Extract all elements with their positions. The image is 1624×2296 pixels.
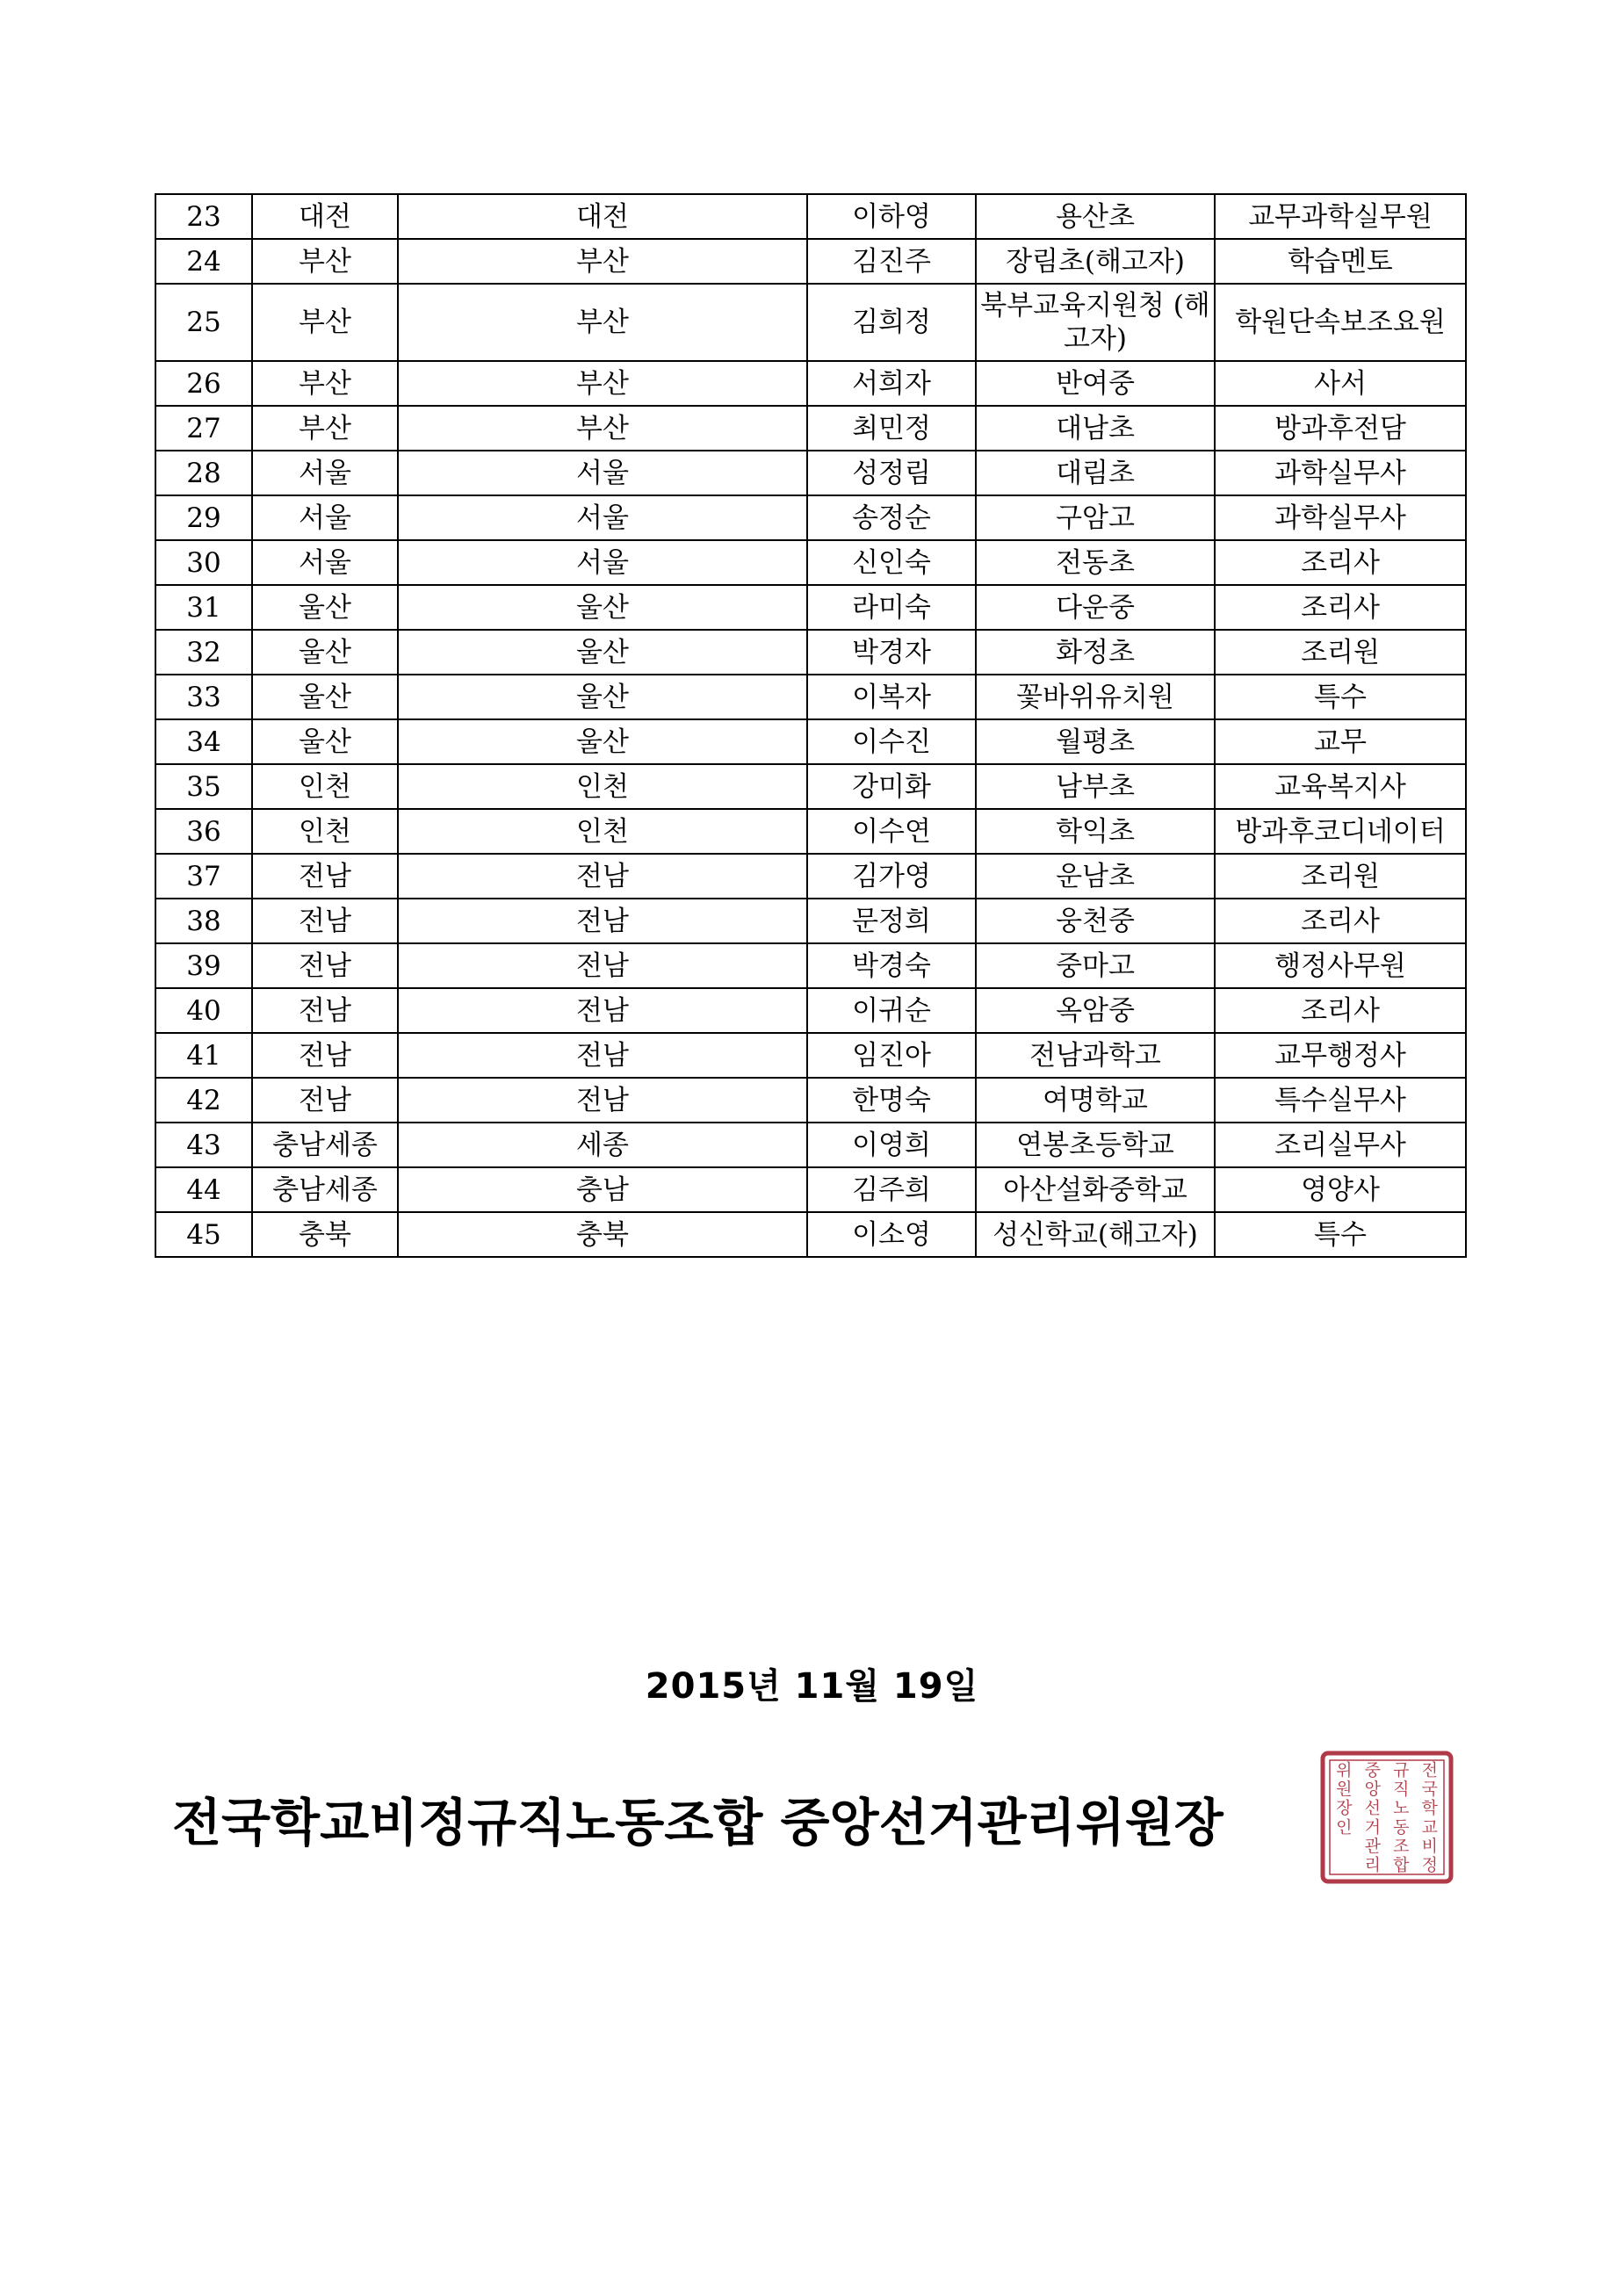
- table-row: [155, 764, 1466, 809]
- row-region: 울산: [252, 630, 398, 675]
- row-school: 연봉초등학교: [976, 1123, 1215, 1167]
- row-branch: 전남: [398, 854, 807, 899]
- table-row: [155, 675, 1466, 719]
- seal-character: 국: [1421, 1780, 1438, 1799]
- row-school: 남부초: [976, 764, 1215, 809]
- row-name: 문정희: [807, 899, 976, 943]
- row-school: 화정초: [976, 630, 1215, 675]
- row-branch: 부산: [398, 406, 807, 451]
- table-row: [155, 1033, 1466, 1078]
- row-number: 45: [155, 1212, 252, 1257]
- seal-character: 조: [1393, 1837, 1410, 1856]
- table-row: [155, 719, 1466, 764]
- row-number: 37: [155, 854, 252, 899]
- row-number: 30: [155, 540, 252, 585]
- row-branch: 전남: [398, 1078, 807, 1123]
- seal-character: 학: [1421, 1798, 1438, 1818]
- row-school: 구암고: [976, 495, 1215, 540]
- row-name: 이복자: [807, 675, 976, 719]
- row-job: 영양사: [1215, 1167, 1466, 1212]
- row-branch: 울산: [398, 585, 807, 630]
- row-branch: 인천: [398, 809, 807, 854]
- seal-character: 규: [1393, 1760, 1410, 1780]
- seal-character: 교: [1421, 1817, 1438, 1838]
- row-region: 부산: [252, 406, 398, 451]
- row-job: 교무과학실무원: [1215, 194, 1466, 239]
- official-seal: [1317, 1748, 1456, 1887]
- seal-character: 직: [1393, 1780, 1410, 1799]
- row-region: 전남: [252, 988, 398, 1033]
- row-job: 행정사무원: [1215, 943, 1466, 988]
- row-region: 전남: [252, 1078, 398, 1123]
- row-number: 35: [155, 764, 252, 809]
- row-job: 특수: [1215, 675, 1466, 719]
- row-region: 전남: [252, 899, 398, 943]
- row-school: 월평초: [976, 719, 1215, 764]
- table-row: [155, 585, 1466, 630]
- row-job: 사서: [1215, 361, 1466, 406]
- row-name: 이영희: [807, 1123, 976, 1167]
- row-branch: 대전: [398, 194, 807, 239]
- seal-character: 합: [1393, 1855, 1410, 1875]
- row-branch: 서울: [398, 495, 807, 540]
- row-job: 교무행정사: [1215, 1033, 1466, 1078]
- row-school: 아산설화중학교: [976, 1167, 1215, 1212]
- row-school: 옥암중: [976, 988, 1215, 1033]
- table-row: [155, 1212, 1466, 1257]
- seal-character: 동: [1393, 1817, 1410, 1838]
- row-region: 대전: [252, 194, 398, 239]
- row-school: 웅천중: [976, 899, 1215, 943]
- row-number: 27: [155, 406, 252, 451]
- row-number: 39: [155, 943, 252, 988]
- row-region: 서울: [252, 495, 398, 540]
- table-row: [155, 361, 1466, 406]
- row-name: 신인숙: [807, 540, 976, 585]
- row-region: 인천: [252, 809, 398, 854]
- row-number: 38: [155, 899, 252, 943]
- row-job: 과학실무사: [1215, 451, 1466, 495]
- row-number: 40: [155, 988, 252, 1033]
- row-name: 성정림: [807, 451, 976, 495]
- row-region: 서울: [252, 540, 398, 585]
- row-school: 용산초: [976, 194, 1215, 239]
- table-row: [155, 406, 1466, 451]
- row-name: 최민정: [807, 406, 976, 451]
- row-name: 박경숙: [807, 943, 976, 988]
- row-number: 32: [155, 630, 252, 675]
- row-job: 특수: [1215, 1212, 1466, 1257]
- row-region: 인천: [252, 764, 398, 809]
- row-name: 박경자: [807, 630, 976, 675]
- table-row: [155, 194, 1466, 239]
- row-number: 41: [155, 1033, 252, 1078]
- table-row: [155, 943, 1466, 988]
- row-school: 다운중: [976, 585, 1215, 630]
- row-number: 44: [155, 1167, 252, 1212]
- row-job: 조리실무사: [1215, 1123, 1466, 1167]
- row-name: 이귀순: [807, 988, 976, 1033]
- row-region: 울산: [252, 675, 398, 719]
- row-branch: 세종: [398, 1123, 807, 1167]
- row-job: 특수실무사: [1215, 1078, 1466, 1123]
- table-row: [155, 1167, 1466, 1212]
- candidate-table: [155, 193, 1467, 1258]
- table-row: [155, 451, 1466, 495]
- row-school: 반여중: [976, 361, 1215, 406]
- row-school: 꽃바위유치원: [976, 675, 1215, 719]
- seal-character: 원: [1336, 1780, 1353, 1799]
- table-row: [155, 495, 1466, 540]
- row-job: 조리사: [1215, 585, 1466, 630]
- row-number: 42: [155, 1078, 252, 1123]
- row-number: 31: [155, 585, 252, 630]
- row-number: 43: [155, 1123, 252, 1167]
- row-name: 한명숙: [807, 1078, 976, 1123]
- row-branch: 부산: [398, 284, 807, 361]
- row-branch: 전남: [398, 988, 807, 1033]
- seal-character: 중: [1364, 1760, 1381, 1780]
- seal-character: 전: [1421, 1760, 1438, 1780]
- row-job: 교육복지사: [1215, 764, 1466, 809]
- row-job: 조리사: [1215, 899, 1466, 943]
- row-region: 전남: [252, 1033, 398, 1078]
- row-branch: 울산: [398, 630, 807, 675]
- row-school: 중마고: [976, 943, 1215, 988]
- seal-character: 선: [1364, 1798, 1381, 1818]
- row-name: 김주희: [807, 1167, 976, 1212]
- seal-character: 비: [1421, 1837, 1438, 1856]
- row-number: 25: [155, 284, 252, 361]
- row-job: 조리사: [1215, 988, 1466, 1033]
- table-row: [155, 988, 1466, 1033]
- row-region: 서울: [252, 451, 398, 495]
- row-branch: 인천: [398, 764, 807, 809]
- seal-characters: [1336, 1760, 1439, 1874]
- table-body: [155, 194, 1466, 1257]
- row-region: 충남세종: [252, 1167, 398, 1212]
- row-school: 북부교육지원청 (해고자): [976, 284, 1215, 361]
- seal-character: 장: [1336, 1798, 1353, 1818]
- row-number: 23: [155, 194, 252, 239]
- row-school: 학익초: [976, 809, 1215, 854]
- row-job: 방과후코디네이터: [1215, 809, 1466, 854]
- row-branch: 충남: [398, 1167, 807, 1212]
- row-region: 부산: [252, 239, 398, 284]
- document-date: 2015년 11월 19일: [645, 1666, 979, 1707]
- row-school: 장림초(해고자): [976, 239, 1215, 284]
- row-name: 라미숙: [807, 585, 976, 630]
- table-row: [155, 630, 1466, 675]
- row-branch: 부산: [398, 239, 807, 284]
- table-row: [155, 540, 1466, 585]
- row-job: 교무: [1215, 719, 1466, 764]
- table-row: [155, 1078, 1466, 1123]
- seal-character: 정: [1421, 1855, 1438, 1875]
- row-name: 김희정: [807, 284, 976, 361]
- seal-character: 인: [1336, 1817, 1353, 1838]
- row-number: 34: [155, 719, 252, 764]
- row-job: 학습멘토: [1215, 239, 1466, 284]
- row-job: 조리원: [1215, 630, 1466, 675]
- table-row: [155, 899, 1466, 943]
- row-job: 과학실무사: [1215, 495, 1466, 540]
- row-name: 이수연: [807, 809, 976, 854]
- row-branch: 부산: [398, 361, 807, 406]
- row-number: 24: [155, 239, 252, 284]
- row-region: 울산: [252, 585, 398, 630]
- seal-character: 위: [1336, 1760, 1353, 1780]
- seal-character: 노: [1393, 1798, 1410, 1818]
- row-branch: 울산: [398, 675, 807, 719]
- row-branch: 전남: [398, 1033, 807, 1078]
- seal-character: 리: [1364, 1855, 1381, 1875]
- row-number: 28: [155, 451, 252, 495]
- row-school: 전동초: [976, 540, 1215, 585]
- row-branch: 울산: [398, 719, 807, 764]
- row-name: 이소영: [807, 1212, 976, 1257]
- row-branch: 전남: [398, 943, 807, 988]
- row-region: 부산: [252, 284, 398, 361]
- row-name: 이수진: [807, 719, 976, 764]
- signer-title: 전국학교비정규직노동조합 중앙선거관리위원장: [172, 1793, 1223, 1852]
- row-name: 김가영: [807, 854, 976, 899]
- row-number: 33: [155, 675, 252, 719]
- row-region: 부산: [252, 361, 398, 406]
- row-name: 임진아: [807, 1033, 976, 1078]
- row-name: 송정순: [807, 495, 976, 540]
- seal-character: 관: [1364, 1837, 1381, 1856]
- seal-character: 거: [1364, 1817, 1381, 1838]
- row-region: 충북: [252, 1212, 398, 1257]
- table-row: [155, 284, 1466, 361]
- row-region: 울산: [252, 719, 398, 764]
- row-name: 이하영: [807, 194, 976, 239]
- seal-character: 앙: [1364, 1780, 1381, 1799]
- row-branch: 전남: [398, 899, 807, 943]
- table-row: [155, 1123, 1466, 1167]
- row-branch: 충북: [398, 1212, 807, 1257]
- row-branch: 서울: [398, 540, 807, 585]
- row-region: 전남: [252, 854, 398, 899]
- row-job: 조리원: [1215, 854, 1466, 899]
- row-branch: 서울: [398, 451, 807, 495]
- row-job: 학원단속보조요원: [1215, 284, 1466, 361]
- row-number: 29: [155, 495, 252, 540]
- row-name: 강미화: [807, 764, 976, 809]
- row-job: 방과후전담: [1215, 406, 1466, 451]
- row-number: 36: [155, 809, 252, 854]
- table-row: [155, 239, 1466, 284]
- row-number: 26: [155, 361, 252, 406]
- row-region: 전남: [252, 943, 398, 988]
- row-school: 성신학교(해고자): [976, 1212, 1215, 1257]
- row-school: 전남과학고: [976, 1033, 1215, 1078]
- row-school: 여명학교: [976, 1078, 1215, 1123]
- row-region: 충남세종: [252, 1123, 398, 1167]
- row-school: 대림초: [976, 451, 1215, 495]
- row-name: 김진주: [807, 239, 976, 284]
- row-job: 조리사: [1215, 540, 1466, 585]
- row-name: 서희자: [807, 361, 976, 406]
- row-school: 대남초: [976, 406, 1215, 451]
- table-row: [155, 854, 1466, 899]
- row-school: 운남초: [976, 854, 1215, 899]
- table-row: [155, 809, 1466, 854]
